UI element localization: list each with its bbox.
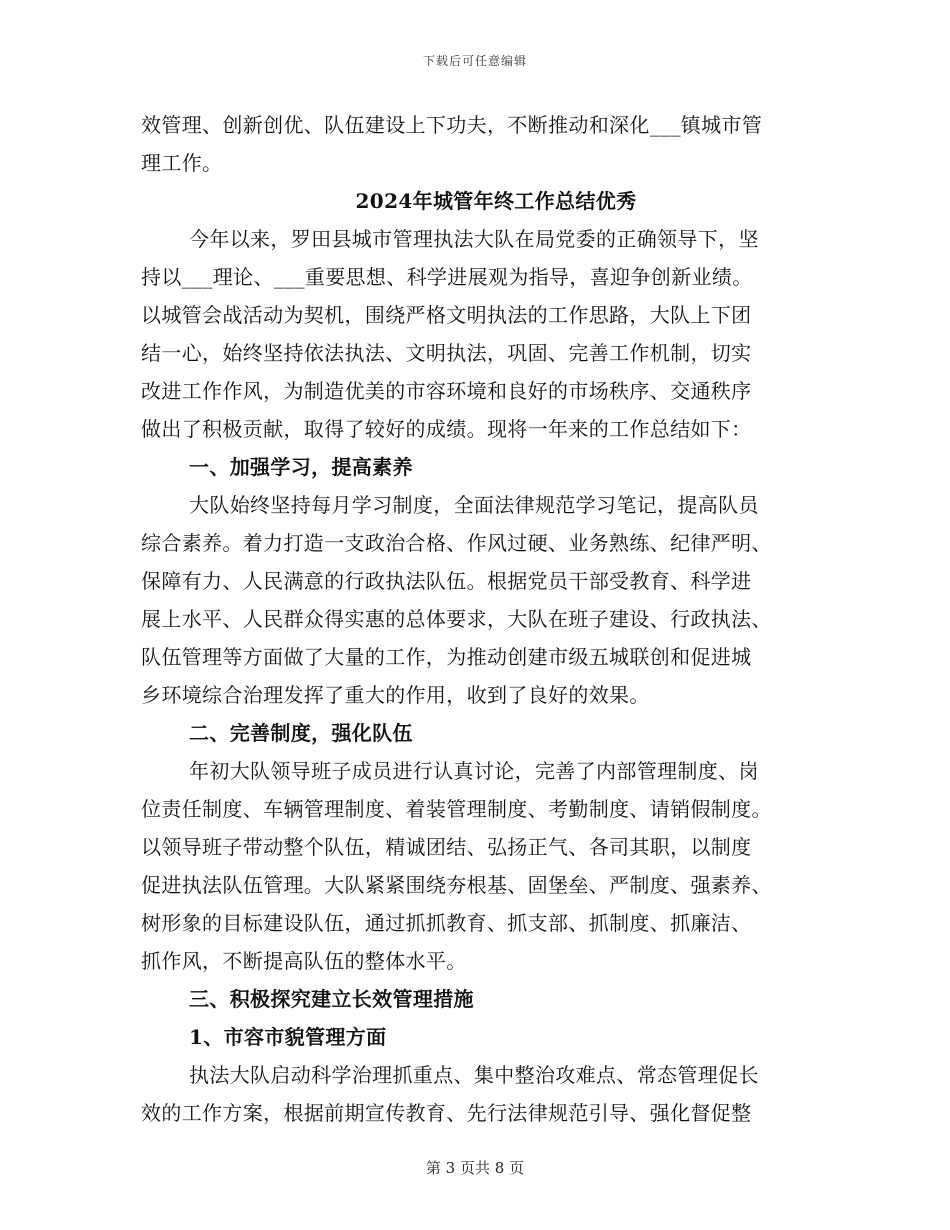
body-line: 改进工作作风，为制造优美的市容环境和良好的市场秩序、交通秩序 (141, 379, 752, 403)
body-line: 乡环境综合治理发挥了重大的作用，收到了良好的效果。 (141, 683, 650, 707)
body-line: 展上水平、人民群众得实惠的总体要求，大队在班子建设、行政执法、 (141, 607, 772, 631)
body-line: 做出了积极贡献，取得了较好的成绩。现将一年来的工作总结如下： (141, 417, 752, 441)
body-line: 今年以来，罗田县城市管理执法大队在局党委的正确领导下，坚 (189, 227, 759, 251)
body-line: 年初大队领导班子成员进行认真讨论，完善了内部管理制度、岗 (189, 759, 759, 783)
body-line: 综合素养。着力打造一支政治合格、作风过硬、业务熟练、纪律严明、 (141, 531, 772, 555)
body-line: 树形象的目标建设队伍，通过抓抓教育、抓支部、抓制度、抓廉洁、 (141, 911, 752, 935)
body-line: 结一心，始终坚持依法执法、文明执法，巩固、完善工作机制，切实 (141, 341, 752, 365)
page-header: 下载后可任意编辑 (422, 54, 527, 68)
body-line: 持以___理论、___重要思想、科学进展观为指导，喜迎争创新业绩。 (141, 265, 753, 289)
subsection-heading: 1、市容市貌管理方面 (189, 1025, 387, 1049)
body-line: 抓作风，不断提高队伍的整体水平。 (141, 949, 467, 973)
body-line: 以城管会战活动为契机，围绕严格文明执法的工作思路，大队上下团 (141, 303, 752, 327)
body-line: 促进执法队伍管理。大队紧紧围绕夯根基、固堡垒、严制度、强素养、 (141, 873, 772, 897)
body-line: 执法大队启动科学治理抓重点、集中整治攻难点、常态管理促长 (189, 1063, 759, 1087)
page-footer: 第 3 页共 8 页 (425, 1159, 525, 1177)
document-title: 2024年城管年终工作总结优秀 (355, 189, 637, 213)
body-line: 保障有力、人民满意的行政执法队伍。根据党员干部受教育、科学进 (141, 569, 752, 593)
section-heading: 三、积极探究建立长效管理措施 (189, 987, 474, 1011)
body-line: 队伍管理等方面做了大量的工作，为推动创建市级五城联创和促进城 (141, 645, 752, 669)
body-line: 大队始终坚持每月学习制度，全面法律规范学习笔记，提高队员 (189, 493, 759, 517)
body-line: 效的工作方案，根据前期宣传教育、先行法律规范引导、强化督促整 (141, 1101, 752, 1125)
body-line: 理工作。 (141, 151, 223, 175)
body-line: 效管理、创新创优、队伍建设上下功夫，不断推动和深化___镇城市管 (141, 113, 763, 137)
document-body (141, 106, 811, 1132)
body-line: 位责任制度、车辆管理制度、着装管理制度、考勤制度、请销假制度。 (141, 797, 772, 821)
section-heading: 一、加强学习，提高素养 (189, 455, 413, 479)
body-line: 以领导班子带动整个队伍，精诚团结、弘扬正气、各司其职，以制度 (141, 835, 752, 859)
section-heading: 二、完善制度，强化队伍 (189, 721, 413, 745)
